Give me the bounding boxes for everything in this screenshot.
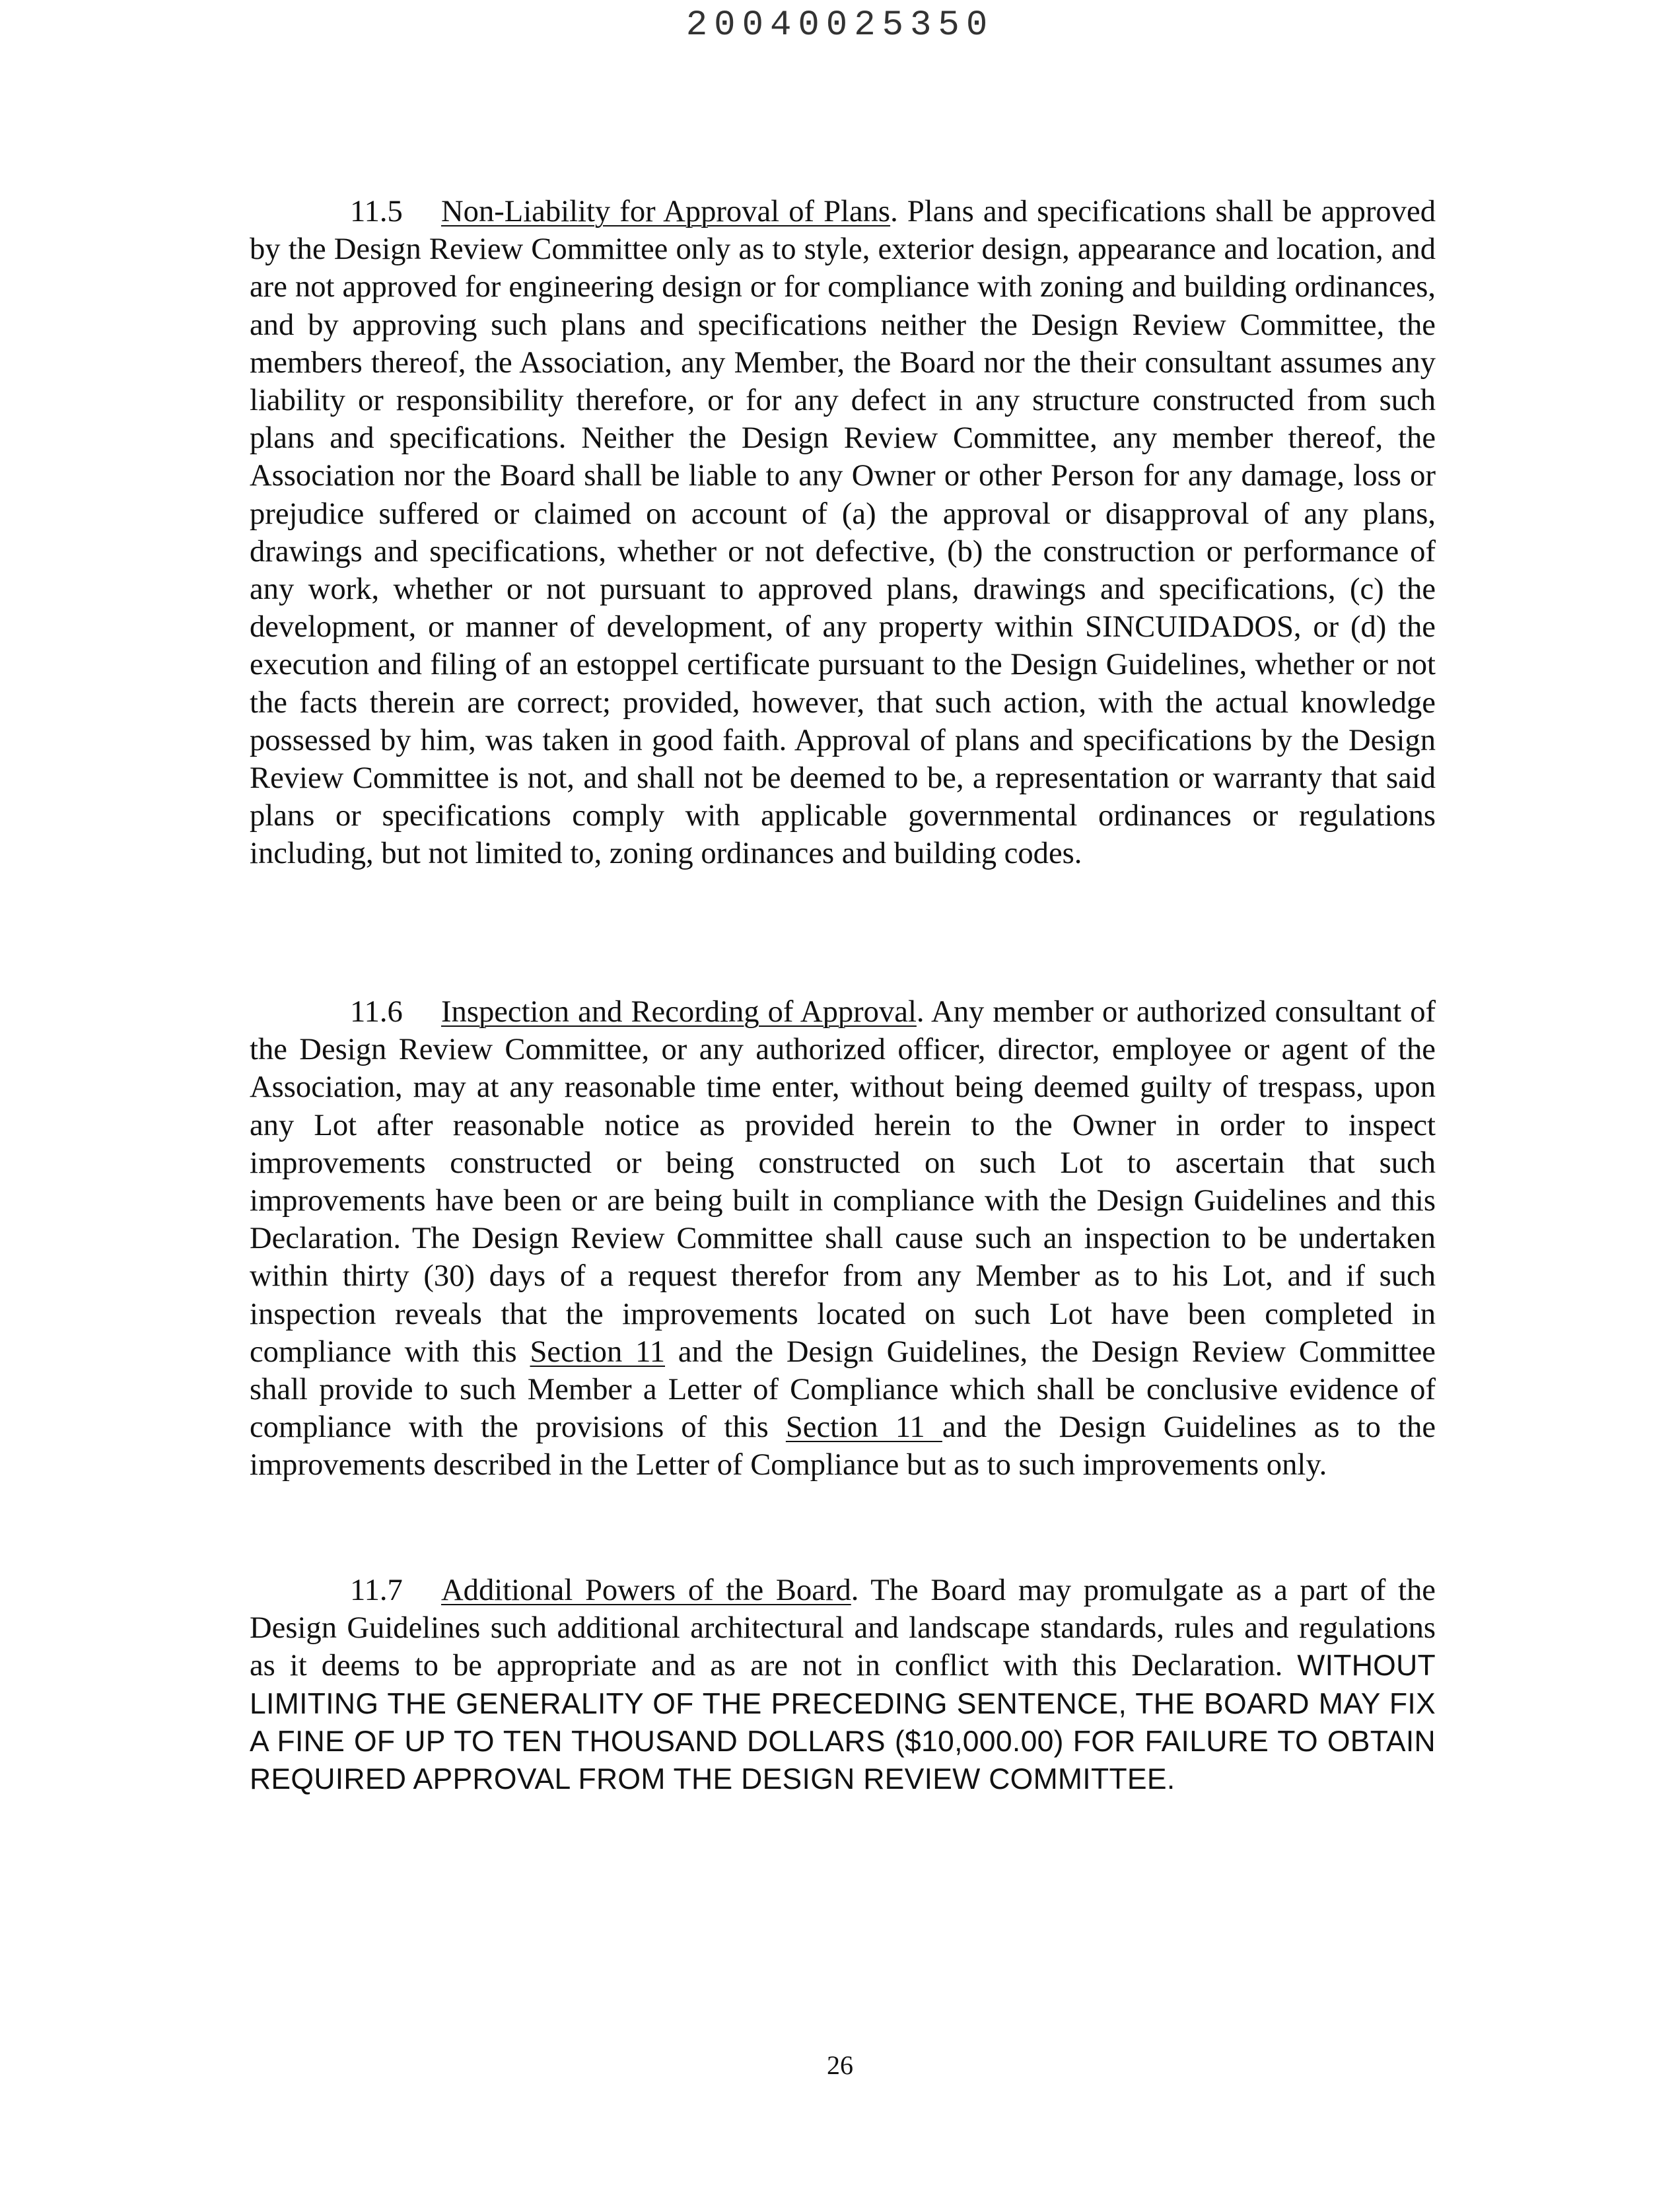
section-reference: Section 11	[530, 1334, 666, 1369]
section-text: Plans and specifications shall be approved by the Design Review Committee only as to style, exterior design, appearance and location, and are not approved for engineering design or for compliance with zoning and building ordinances, and by approving such plans and specifications neither the Design Review Committee, the members thereof, the Association, any Member, the Board nor the their consultant assumes any liability or responsibility therefore, or for any defect in any structure constructed from such plans and specifications. Neither the Design Review Committee, any member thereof, the Association nor the Board shall be liable to any Owner or other Person for any damage, loss or prejudice suffered or claimed on account of (a) the approval or disapproval of any plans, drawings and specifications, whether or not defective, (b) the construction or performance of any work, whether or not pursuant to approved plans, drawings and specifications, (c) the development, or manner of development, of any property within SINCUIDADOS, or (d) the execution and filing of an estoppel certificate pursuant to the Design Guidelines, whether or not the facts therein are correct; provided, however, that such action, with the actual knowledge possessed by him, was taken in good faith. Approval of plans and specifications by the Design Review Committee is not, and shall not be deemed to be, a representation or warranty that said plans or specifications comply with applicable governmental ordinances or regulations including, but not limited to, zoning ordinances and building codes.	[250, 194, 1436, 871]
section-number: 11.5	[350, 194, 403, 228]
heading-period: .	[851, 1573, 859, 1607]
section-11-7	[250, 1572, 1436, 1798]
heading-period: .	[916, 994, 925, 1029]
section-text: and the Design Guidelines as to the improvements described in the Letter of Compliance but as to such improvements only.	[250, 1410, 1436, 1482]
heading-period: .	[890, 194, 898, 228]
section-reference: Section 11	[785, 1410, 942, 1445]
section-text: and the Design Guidelines, the Design Review Committee shall provide to such Member a Letter of Compliance which shall be conclusive evidence of compliance with the provisions of this	[250, 1334, 1436, 1445]
section-text: Any member or authorized consultant of the Design Review Committee, or any authorized officer, director, employee or agent of the Association, may at any reasonable time enter, without being deemed guilty of trespass, upon any Lot after reasonable notice as provided herein to the Owner in order to inspect improvements constructed or being constructed on such Lot to ascertain that such improvements have been or are being built in compliance with the Design Guidelines and this Declaration. The Design Review Committee shall cause such an inspection to be undertaken within thirty (30) days of a request therefor from any Member as to his Lot, and if such inspection reveals that the improvements located on such Lot have been completed in compliance with this	[250, 994, 1436, 1369]
section-text: The Board may promulgate as a part of the Design Guidelines such additional architectural and landscape standards, rules and regulations as it deems to be appropriate and as are not in conflict with this Declaration.	[250, 1573, 1436, 1683]
section-number: 11.7	[350, 1573, 403, 1607]
section-11-6	[250, 993, 1436, 1484]
page-number: 26	[827, 2050, 853, 2080]
section-heading: Non-Liability for Approval of Plans	[441, 194, 891, 228]
section-number: 11.6	[350, 994, 403, 1029]
section-heading: Inspection and Recording of Approval	[441, 994, 917, 1029]
section-11-5	[250, 193, 1436, 873]
document-id: 20040025350	[685, 5, 995, 46]
capitalized-notice: WITHOUT LIMITING THE GENERALITY OF THE PRECEDING SENTENCE, THE BOARD MAY FIX A FINE OF UP TO TEN THOUSAND DOLLARS ($10,000.00) FOR FAILURE TO OBTAIN REQUIRED APPROVAL FROM THE DESIGN REVIEW COMMITTEE.	[250, 1649, 1436, 1796]
section-heading: Additional Powers of the Board	[441, 1573, 851, 1607]
